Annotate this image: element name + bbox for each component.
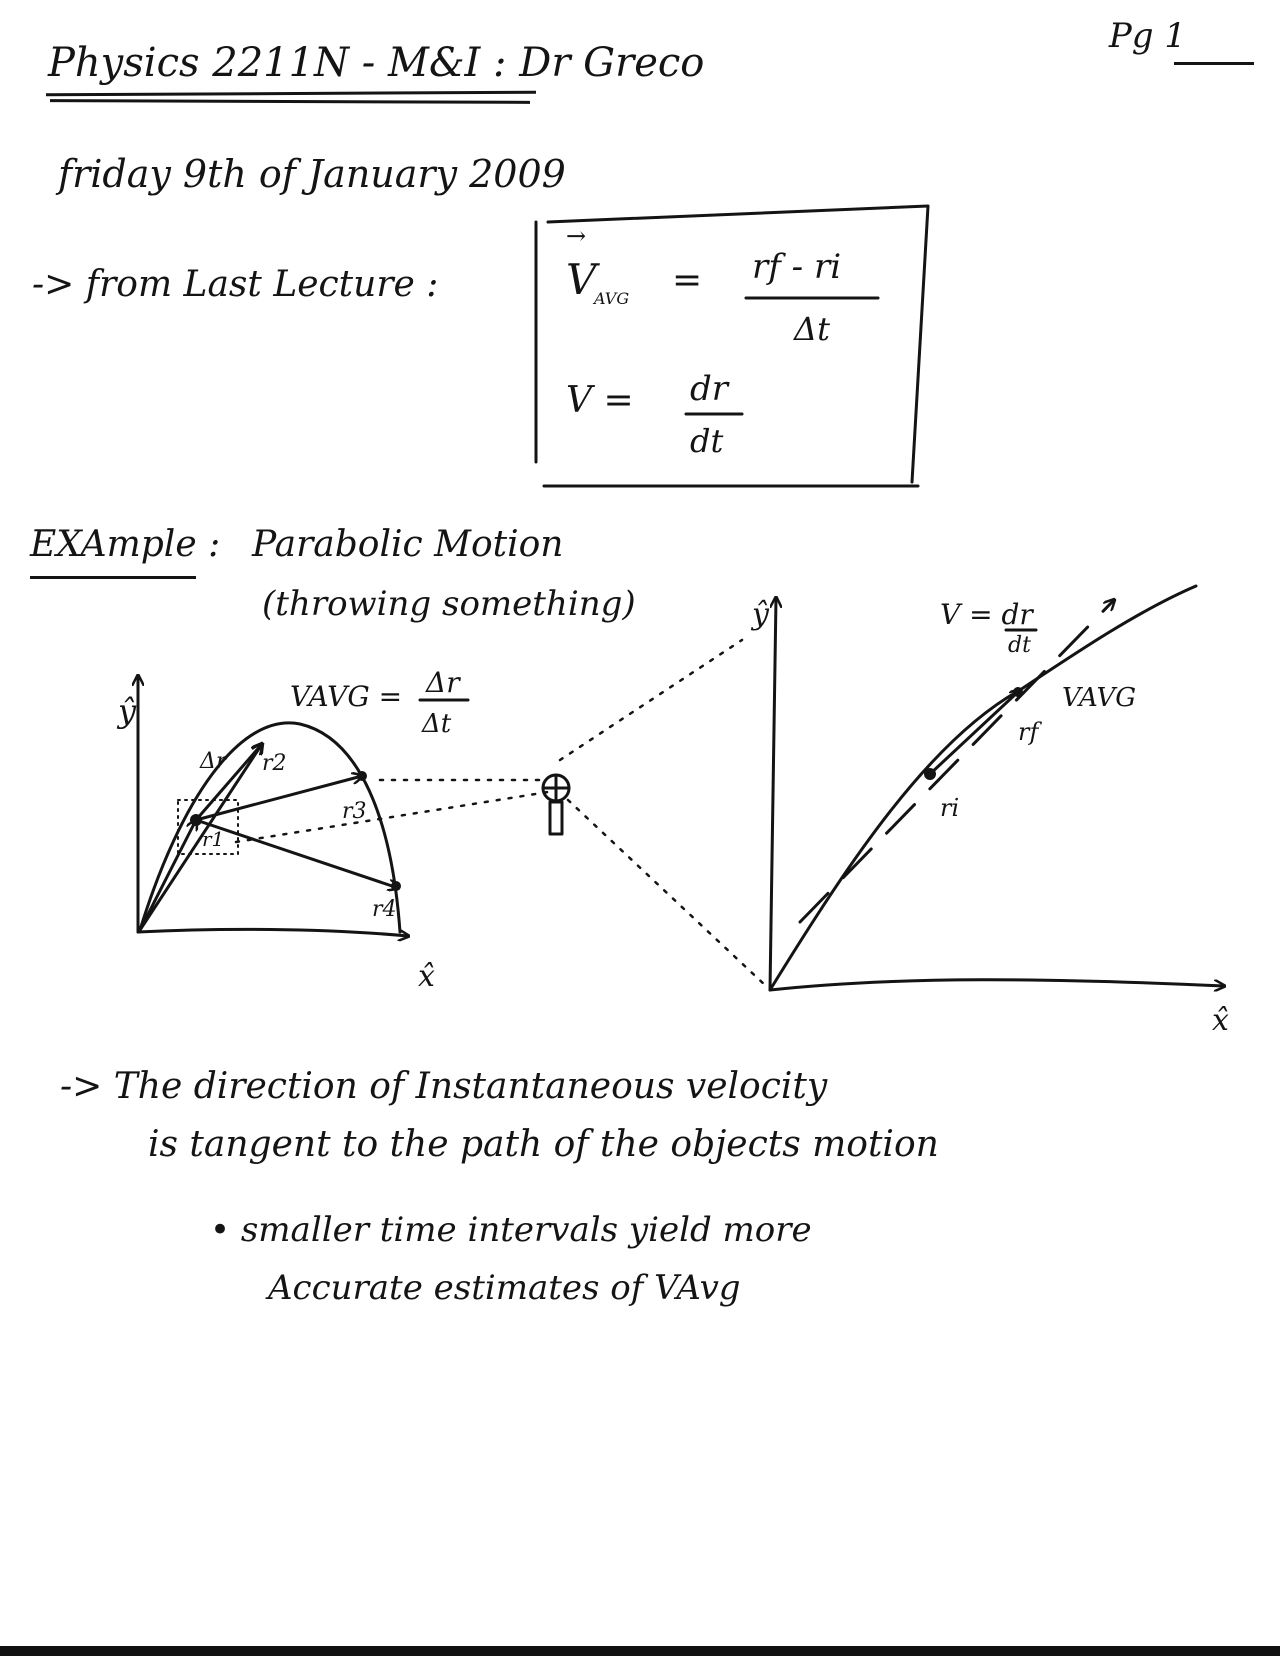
scan-edge-bar [0, 1646, 1280, 1656]
right-v-den: dt [1008, 633, 1031, 658]
r4-point [391, 881, 401, 891]
right-x-label: x̂ [1212, 1003, 1229, 1038]
tangent-velocity-line [800, 600, 1114, 922]
note-line-2: is tangent to the path of the objects motion [148, 1124, 939, 1165]
r3-point [357, 771, 367, 781]
rf-point [1013, 687, 1023, 697]
bullet-line-2: Accurate estimates of VAvg [268, 1268, 741, 1308]
eq1-arrow-glyph: → [566, 222, 587, 250]
eq2-lhs: V = [566, 380, 634, 421]
right-y-label: ŷ [752, 597, 769, 632]
eq1-equals: = [672, 260, 703, 301]
eq1-lhs: V [566, 255, 597, 304]
left-x-label: x̂ [418, 959, 435, 994]
eq1-denominator: Δt [794, 310, 830, 348]
rf-label: rf [1018, 718, 1039, 746]
right-v-label: V = dr [940, 598, 1033, 631]
eq2-numerator: dr [690, 369, 729, 409]
r1-vector [140, 820, 196, 930]
eq2-denominator: dt [690, 422, 724, 460]
example-subtitle: (throwing something) [262, 584, 636, 624]
r2-label: r2 [262, 751, 287, 776]
left-vavg-label: VAVG = [290, 680, 403, 713]
eq1-numerator: rf - ri [752, 247, 842, 287]
left-vavg-num: Δr [426, 666, 460, 699]
ri-point [924, 768, 936, 780]
eq1-sub: AVG [594, 289, 630, 308]
right-y-axis [770, 598, 776, 990]
right-trajectory [770, 586, 1196, 990]
right-zoomed-diagram [750, 586, 1229, 1038]
bullet-line-1: • smaller time intervals yield more [210, 1210, 812, 1250]
page-number: Pg 1 [1108, 16, 1186, 56]
zoom-line-up [560, 640, 742, 760]
left-parabola-diagram [116, 666, 468, 994]
r1-label: r1 [202, 827, 225, 851]
lecture-date: friday 9th of January 2009 [58, 152, 566, 196]
delta-r-label: Δr [200, 749, 227, 774]
right-x-axis [770, 980, 1224, 990]
magnifier-handle [550, 802, 562, 834]
page-title: Physics 2211N - M&I : Dr Greco [48, 40, 705, 86]
r4-label: r4 [372, 897, 397, 922]
r3-label: r3 [342, 799, 367, 824]
right-vavg-label: VAVG [1062, 683, 1137, 713]
recap-intro: -> from Last Lecture : [32, 264, 439, 305]
left-y-label: ŷ [118, 692, 137, 730]
ri-label: ri [940, 794, 960, 822]
example-title: Parabolic Motion [252, 524, 564, 565]
r1-point [190, 814, 202, 826]
zoom-line-down [568, 800, 766, 986]
left-x-axis [138, 929, 408, 936]
note-line-1: -> The direction of Instantaneous velocity [60, 1066, 828, 1107]
example-label: EXAmple : [30, 524, 221, 565]
left-vavg-den: Δt [422, 709, 452, 739]
formula-box [536, 206, 928, 486]
r3-vector [196, 776, 362, 820]
vavg-vector [930, 690, 1020, 774]
zoom-line-bottom [236, 792, 548, 842]
